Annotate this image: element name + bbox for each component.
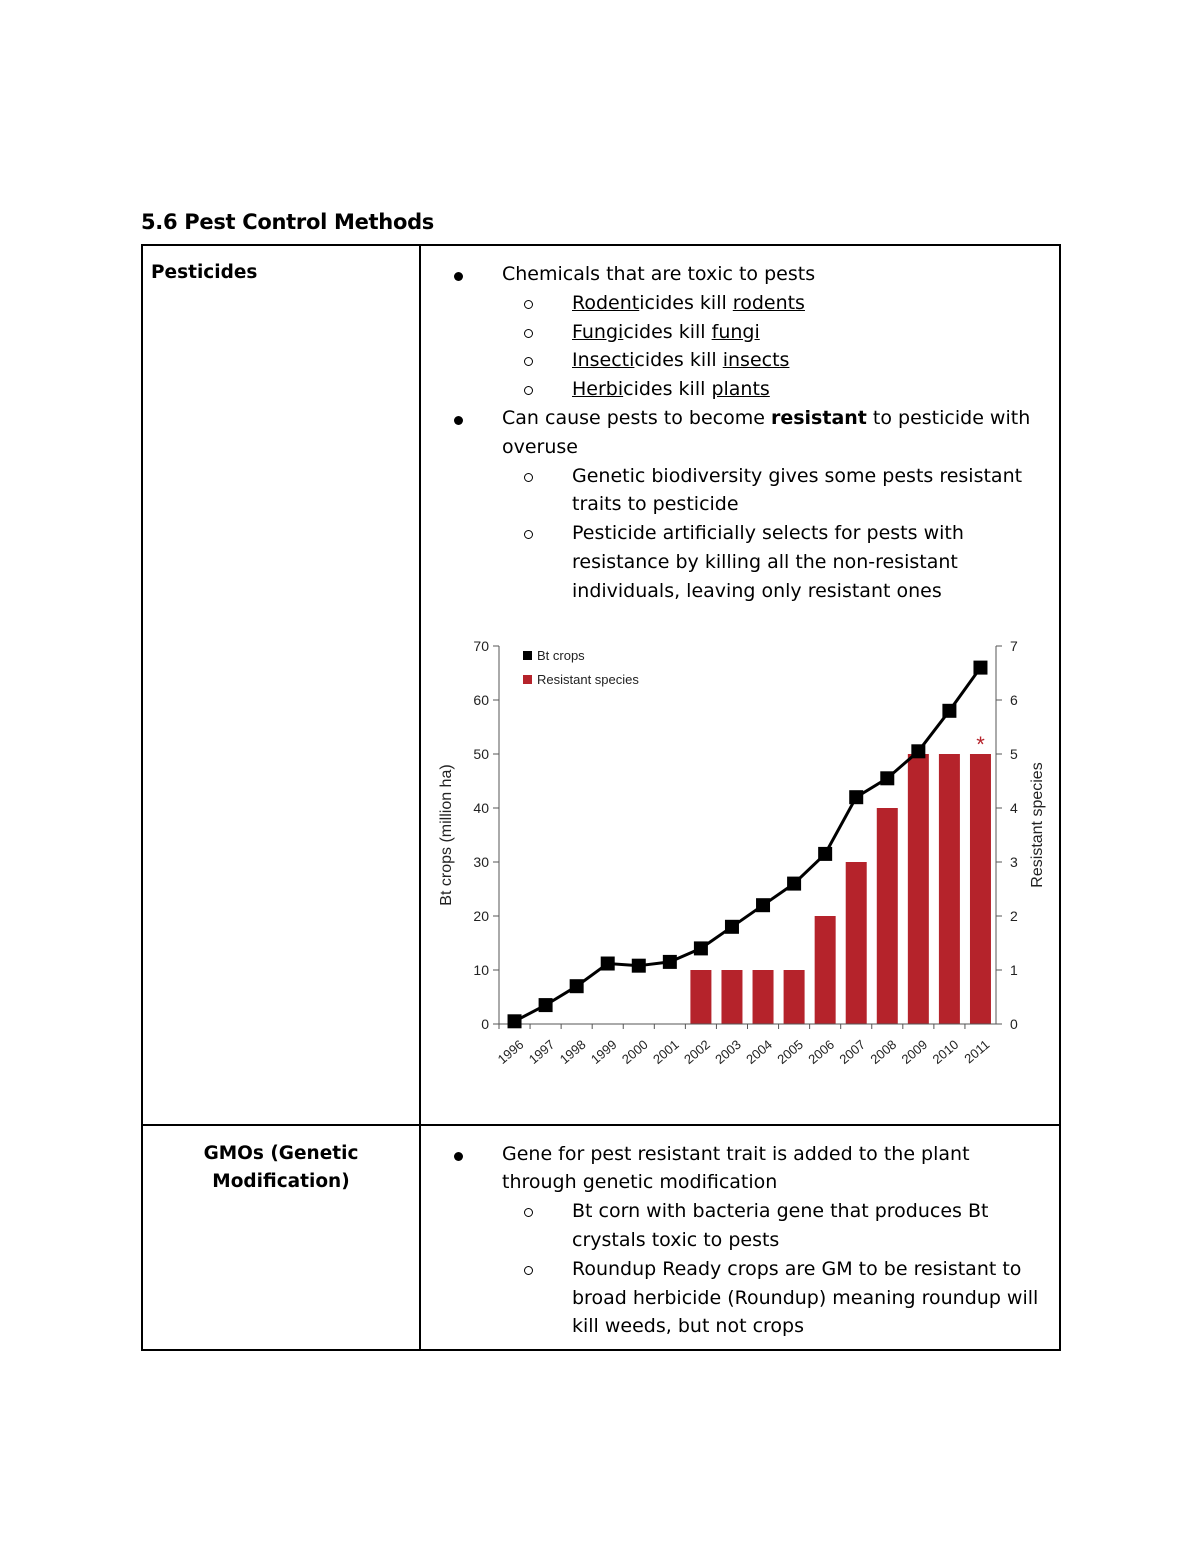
list-item xyxy=(502,1255,1045,1341)
x-tick-label: 2006 xyxy=(805,1036,838,1067)
circle-bullet-icon xyxy=(524,386,533,395)
circle-bullet-icon xyxy=(524,1266,533,1275)
bar-resistant-species xyxy=(846,862,867,1024)
legend-swatch-bt-crops xyxy=(523,651,532,660)
circle-bullet-icon xyxy=(524,473,533,482)
list-item xyxy=(502,289,1045,318)
sub-bullet-text: cides kill xyxy=(623,378,712,401)
left-tick-label: 40 xyxy=(473,799,489,816)
bt-crops-point xyxy=(694,941,708,955)
list-item xyxy=(502,318,1045,347)
bar-resistant-species xyxy=(908,754,929,1024)
left-tick-label: 10 xyxy=(473,961,489,978)
bar-resistant-species xyxy=(784,970,805,1024)
table-row-gmos xyxy=(142,1125,1060,1351)
bt-crops-point xyxy=(508,1014,522,1028)
bt-crops-point xyxy=(539,998,553,1012)
left-tick-label: 70 xyxy=(473,637,489,654)
bar-resistant-species xyxy=(721,970,742,1024)
underlined-text: plants xyxy=(711,378,770,401)
pest-control-table xyxy=(141,244,1061,1351)
x-tick-label: 2005 xyxy=(774,1036,807,1067)
left-tick-label: 0 xyxy=(481,1015,489,1032)
list-item xyxy=(421,1140,1045,1342)
underlined-text: rodents xyxy=(732,291,805,314)
x-tick-label: 1997 xyxy=(525,1036,558,1067)
x-tick-label: 2007 xyxy=(836,1036,869,1067)
bt-crops-point xyxy=(756,898,770,912)
x-tick-label: 2008 xyxy=(867,1036,900,1067)
sub-bullet-text: icides kill xyxy=(639,291,733,314)
right-tick-label: 5 xyxy=(1010,745,1018,762)
bar-resistant-species xyxy=(753,970,774,1024)
bt-crops-point xyxy=(632,958,646,972)
bt-crops-point xyxy=(880,771,894,785)
right-axis-title: Resistant species xyxy=(1029,761,1046,888)
list-item xyxy=(502,346,1045,375)
bar-resistant-species xyxy=(690,970,711,1024)
row-content-cell xyxy=(420,245,1060,1125)
bt-crops-point xyxy=(601,956,615,970)
x-tick-label: 2001 xyxy=(649,1036,682,1067)
x-tick-label: 2009 xyxy=(898,1036,931,1067)
pesticides-bullet-list xyxy=(421,246,1059,606)
right-tick-label: 0 xyxy=(1010,1015,1018,1032)
bullet-text: Gene for pest resistant trait is added to the plant through genetic modification xyxy=(502,1142,970,1194)
x-tick-label: 2002 xyxy=(681,1036,713,1067)
bold-text: resistant xyxy=(770,406,867,429)
list-item xyxy=(502,375,1045,404)
x-tick-label: 1999 xyxy=(587,1036,620,1067)
bar-resistant-species xyxy=(939,754,960,1024)
sub-bullet-list xyxy=(502,1197,1045,1341)
left-axis-title: Bt crops (million ha) xyxy=(438,763,455,906)
circle-bullet-icon xyxy=(524,329,533,338)
list-item xyxy=(502,462,1045,520)
legend-label-resistant-species: Resistant species xyxy=(537,671,639,687)
underlined-text: Herbi xyxy=(572,378,624,401)
left-tick-label: 30 xyxy=(473,853,489,870)
bullet-icon xyxy=(454,1152,463,1161)
x-tick-label: 2003 xyxy=(712,1036,744,1067)
circle-bullet-icon xyxy=(524,1208,533,1217)
legend-label-bt-crops: Bt crops xyxy=(537,647,585,663)
x-tick-label: 2010 xyxy=(929,1036,962,1067)
left-tick-label: 20 xyxy=(473,907,489,924)
row-content-cell xyxy=(420,1125,1060,1351)
bt-crops-resistance-chart xyxy=(421,634,1063,1114)
bt-crops-point xyxy=(911,744,925,758)
circle-bullet-icon xyxy=(524,300,533,309)
row-label-pesticides: Pesticides xyxy=(151,262,258,283)
underlined-text: fungi xyxy=(711,320,760,343)
list-item xyxy=(421,404,1045,606)
sub-bullet-text: Bt corn with bacteria gene that produces Bt crystals toxic to pests xyxy=(572,1200,989,1251)
page-title: 5.6 Pest Control Methods xyxy=(141,210,435,234)
row-label-cell xyxy=(142,1125,420,1351)
gmos-bullet-list xyxy=(421,1126,1059,1342)
list-item xyxy=(502,1197,1045,1255)
sub-bullet-text: Roundup Ready crops are GM to be resistant to broad herbicide (Roundup) meaning roundup will kill weeds, but not crops xyxy=(572,1257,1039,1338)
sub-bullet-text: cides kill xyxy=(634,349,723,372)
right-tick-label: 1 xyxy=(1010,961,1018,978)
right-tick-label: 3 xyxy=(1010,853,1018,870)
bullet-icon xyxy=(454,416,463,425)
row-label-cell xyxy=(142,245,420,1125)
sub-bullet-list xyxy=(502,289,1045,404)
circle-bullet-icon xyxy=(524,357,533,366)
underlined-text: Rodent xyxy=(572,291,640,314)
bullet-text: Can cause pests to become xyxy=(502,406,771,429)
bt-crops-point xyxy=(942,703,956,717)
x-tick-label: 2004 xyxy=(743,1036,775,1067)
bt-crops-point xyxy=(725,919,739,933)
bar-resistant-species xyxy=(877,808,898,1024)
x-tick-label: 1996 xyxy=(494,1036,527,1067)
sub-bullet-text: cides kill xyxy=(623,320,712,343)
legend-swatch-resistant-species xyxy=(523,675,532,684)
bullet-icon xyxy=(454,272,463,281)
bar-resistant-species xyxy=(970,754,991,1024)
list-item xyxy=(502,519,1045,605)
left-tick-label: 60 xyxy=(473,691,489,708)
underlined-text: Fungi xyxy=(572,320,624,343)
bt-crops-point xyxy=(570,979,584,993)
table-row-pesticides xyxy=(142,245,1060,1125)
underlined-text: insects xyxy=(722,349,790,372)
list-item xyxy=(421,260,1045,404)
underlined-text: Insecti xyxy=(572,349,635,372)
chart-svg xyxy=(421,634,1063,1114)
asterisk-annotation: * xyxy=(976,731,985,757)
bullet-text: to pesticide with overuse xyxy=(502,406,1031,458)
right-tick-label: 6 xyxy=(1010,691,1018,708)
sub-bullet-text: Pesticide artificially selects for pests with resistance by killing all the non-resistant individuals, leaving only resistant ones xyxy=(572,522,964,602)
sub-bullet-list xyxy=(502,462,1045,606)
left-tick-label: 50 xyxy=(473,745,489,762)
bt-crops-point xyxy=(849,790,863,804)
bar-resistant-species xyxy=(815,916,836,1024)
right-tick-label: 2 xyxy=(1010,907,1018,924)
right-tick-label: 7 xyxy=(1010,637,1018,654)
sub-bullet-text: Genetic biodiversity gives some pests resistant traits to pesticide xyxy=(572,464,1023,516)
row-label-gmos: GMOs (Genetic Modification) xyxy=(203,1142,359,1192)
x-tick-label: 2011 xyxy=(961,1036,993,1066)
x-tick-label: 1998 xyxy=(556,1036,589,1067)
right-tick-label: 4 xyxy=(1010,799,1018,816)
bullet-text: Chemicals that are toxic to pests xyxy=(502,263,816,285)
circle-bullet-icon xyxy=(524,530,533,539)
bt-crops-point xyxy=(663,954,677,968)
bt-crops-point xyxy=(973,660,987,674)
bt-crops-point xyxy=(787,876,801,890)
x-tick-label: 2000 xyxy=(618,1036,651,1067)
bt-crops-point xyxy=(818,846,832,860)
